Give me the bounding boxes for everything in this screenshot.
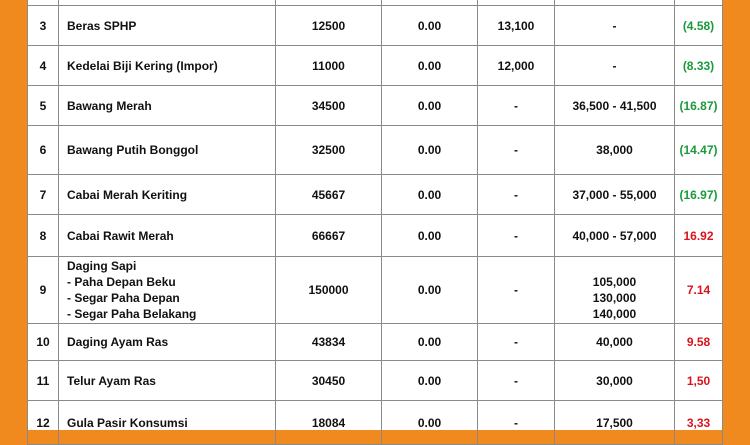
- table-row: [28, 126, 723, 175]
- price-range: 36,500 - 41,500: [555, 86, 675, 126]
- price-range: -: [555, 46, 675, 86]
- price-range: 30,000: [555, 361, 675, 401]
- row-number: 12: [28, 401, 59, 445]
- table-row: [28, 324, 723, 361]
- value-cell: -: [478, 215, 555, 257]
- value-cell: 0.00: [382, 215, 478, 257]
- value-cell: -: [478, 175, 555, 215]
- value-cell: 0.00: [382, 175, 478, 215]
- row-number: 9: [28, 257, 59, 324]
- price-range: 40,000 - 57,000: [555, 215, 675, 257]
- commodity-name: [59, 257, 276, 324]
- reference-price: 66667: [276, 215, 382, 257]
- commodity-name: Cabai Rawit Merah: [59, 215, 276, 257]
- value-cell: -: [478, 361, 555, 401]
- value-cell: -: [478, 86, 555, 126]
- price-line: 140,000: [592, 307, 637, 321]
- price-range: 37,000 - 55,000: [555, 175, 675, 215]
- change-percent: 3,33: [675, 401, 723, 445]
- change-percent: (8.33): [675, 46, 723, 86]
- value-cell: 13,100: [478, 6, 555, 46]
- value-cell: -: [478, 257, 555, 324]
- table-row: [28, 175, 723, 215]
- price-range: -: [555, 6, 675, 46]
- table-row: [28, 86, 723, 126]
- value-cell: 0.00: [382, 361, 478, 401]
- table-row: [28, 257, 723, 324]
- commodity-name-line: - Paha Depan Beku: [67, 275, 176, 289]
- price-range: 38,000: [555, 126, 675, 175]
- reference-price: 43834: [276, 324, 382, 361]
- row-number: 8: [28, 215, 59, 257]
- commodity-name: Gula Pasir Konsumsi: [59, 401, 276, 445]
- commodity-name: Cabai Merah Keriting: [59, 175, 276, 215]
- row-number: 5: [28, 86, 59, 126]
- price-table-sheet: [27, 0, 723, 430]
- table-row: [28, 401, 723, 445]
- value-cell: 0.00: [382, 126, 478, 175]
- row-number: 3: [28, 6, 59, 46]
- value-cell: 0.00: [382, 46, 478, 86]
- value-cell: 0.00: [382, 6, 478, 46]
- change-percent: 9.58: [675, 324, 723, 361]
- value-cell: 0.00: [382, 257, 478, 324]
- table-row: [28, 6, 723, 46]
- table-row: [28, 46, 723, 86]
- price-line: 105,000: [592, 275, 637, 289]
- price-line: 130,000: [592, 291, 637, 305]
- value-cell: 0.00: [382, 86, 478, 126]
- change-percent: (14.47): [675, 126, 723, 175]
- commodity-name-line: Daging Sapi: [67, 259, 137, 273]
- table-row: [28, 215, 723, 257]
- commodity-name: Daging Ayam Ras: [59, 324, 276, 361]
- change-percent: (4.58): [675, 6, 723, 46]
- commodity-price-table: [27, 0, 723, 445]
- reference-price: 45667: [276, 175, 382, 215]
- row-number: 11: [28, 361, 59, 401]
- value-cell: -: [478, 324, 555, 361]
- row-number: 4: [28, 46, 59, 86]
- reference-price: 11000: [276, 46, 382, 86]
- value-cell: 12,000: [478, 46, 555, 86]
- commodity-name-line: - Segar Paha Belakang: [67, 307, 197, 321]
- price-range: [555, 257, 675, 324]
- price-range: 40,000: [555, 324, 675, 361]
- commodity-name-line: - Segar Paha Depan: [67, 291, 180, 305]
- value-cell: 0.00: [382, 401, 478, 445]
- reference-price: 18084: [276, 401, 382, 445]
- change-percent: 1,50: [675, 361, 723, 401]
- commodity-name: Beras SPHP: [59, 6, 276, 46]
- change-percent: (16.97): [675, 175, 723, 215]
- table-row: [28, 361, 723, 401]
- reference-price: 32500: [276, 126, 382, 175]
- reference-price: 150000: [276, 257, 382, 324]
- commodity-name: Telur Ayam Ras: [59, 361, 276, 401]
- commodity-name: Kedelai Biji Kering (Impor): [59, 46, 276, 86]
- change-percent: (16.87): [675, 86, 723, 126]
- commodity-name: Bawang Merah: [59, 86, 276, 126]
- value-cell: -: [478, 126, 555, 175]
- commodity-name: Bawang Putih Bonggol: [59, 126, 276, 175]
- change-percent: 7.14: [675, 257, 723, 324]
- row-number: 7: [28, 175, 59, 215]
- price-range: 17,500: [555, 401, 675, 445]
- row-number: 6: [28, 126, 59, 175]
- reference-price: 12500: [276, 6, 382, 46]
- reference-price: 30450: [276, 361, 382, 401]
- change-percent: 16.92: [675, 215, 723, 257]
- row-number: 10: [28, 324, 59, 361]
- value-cell: -: [478, 401, 555, 445]
- reference-price: 34500: [276, 86, 382, 126]
- value-cell: 0.00: [382, 324, 478, 361]
